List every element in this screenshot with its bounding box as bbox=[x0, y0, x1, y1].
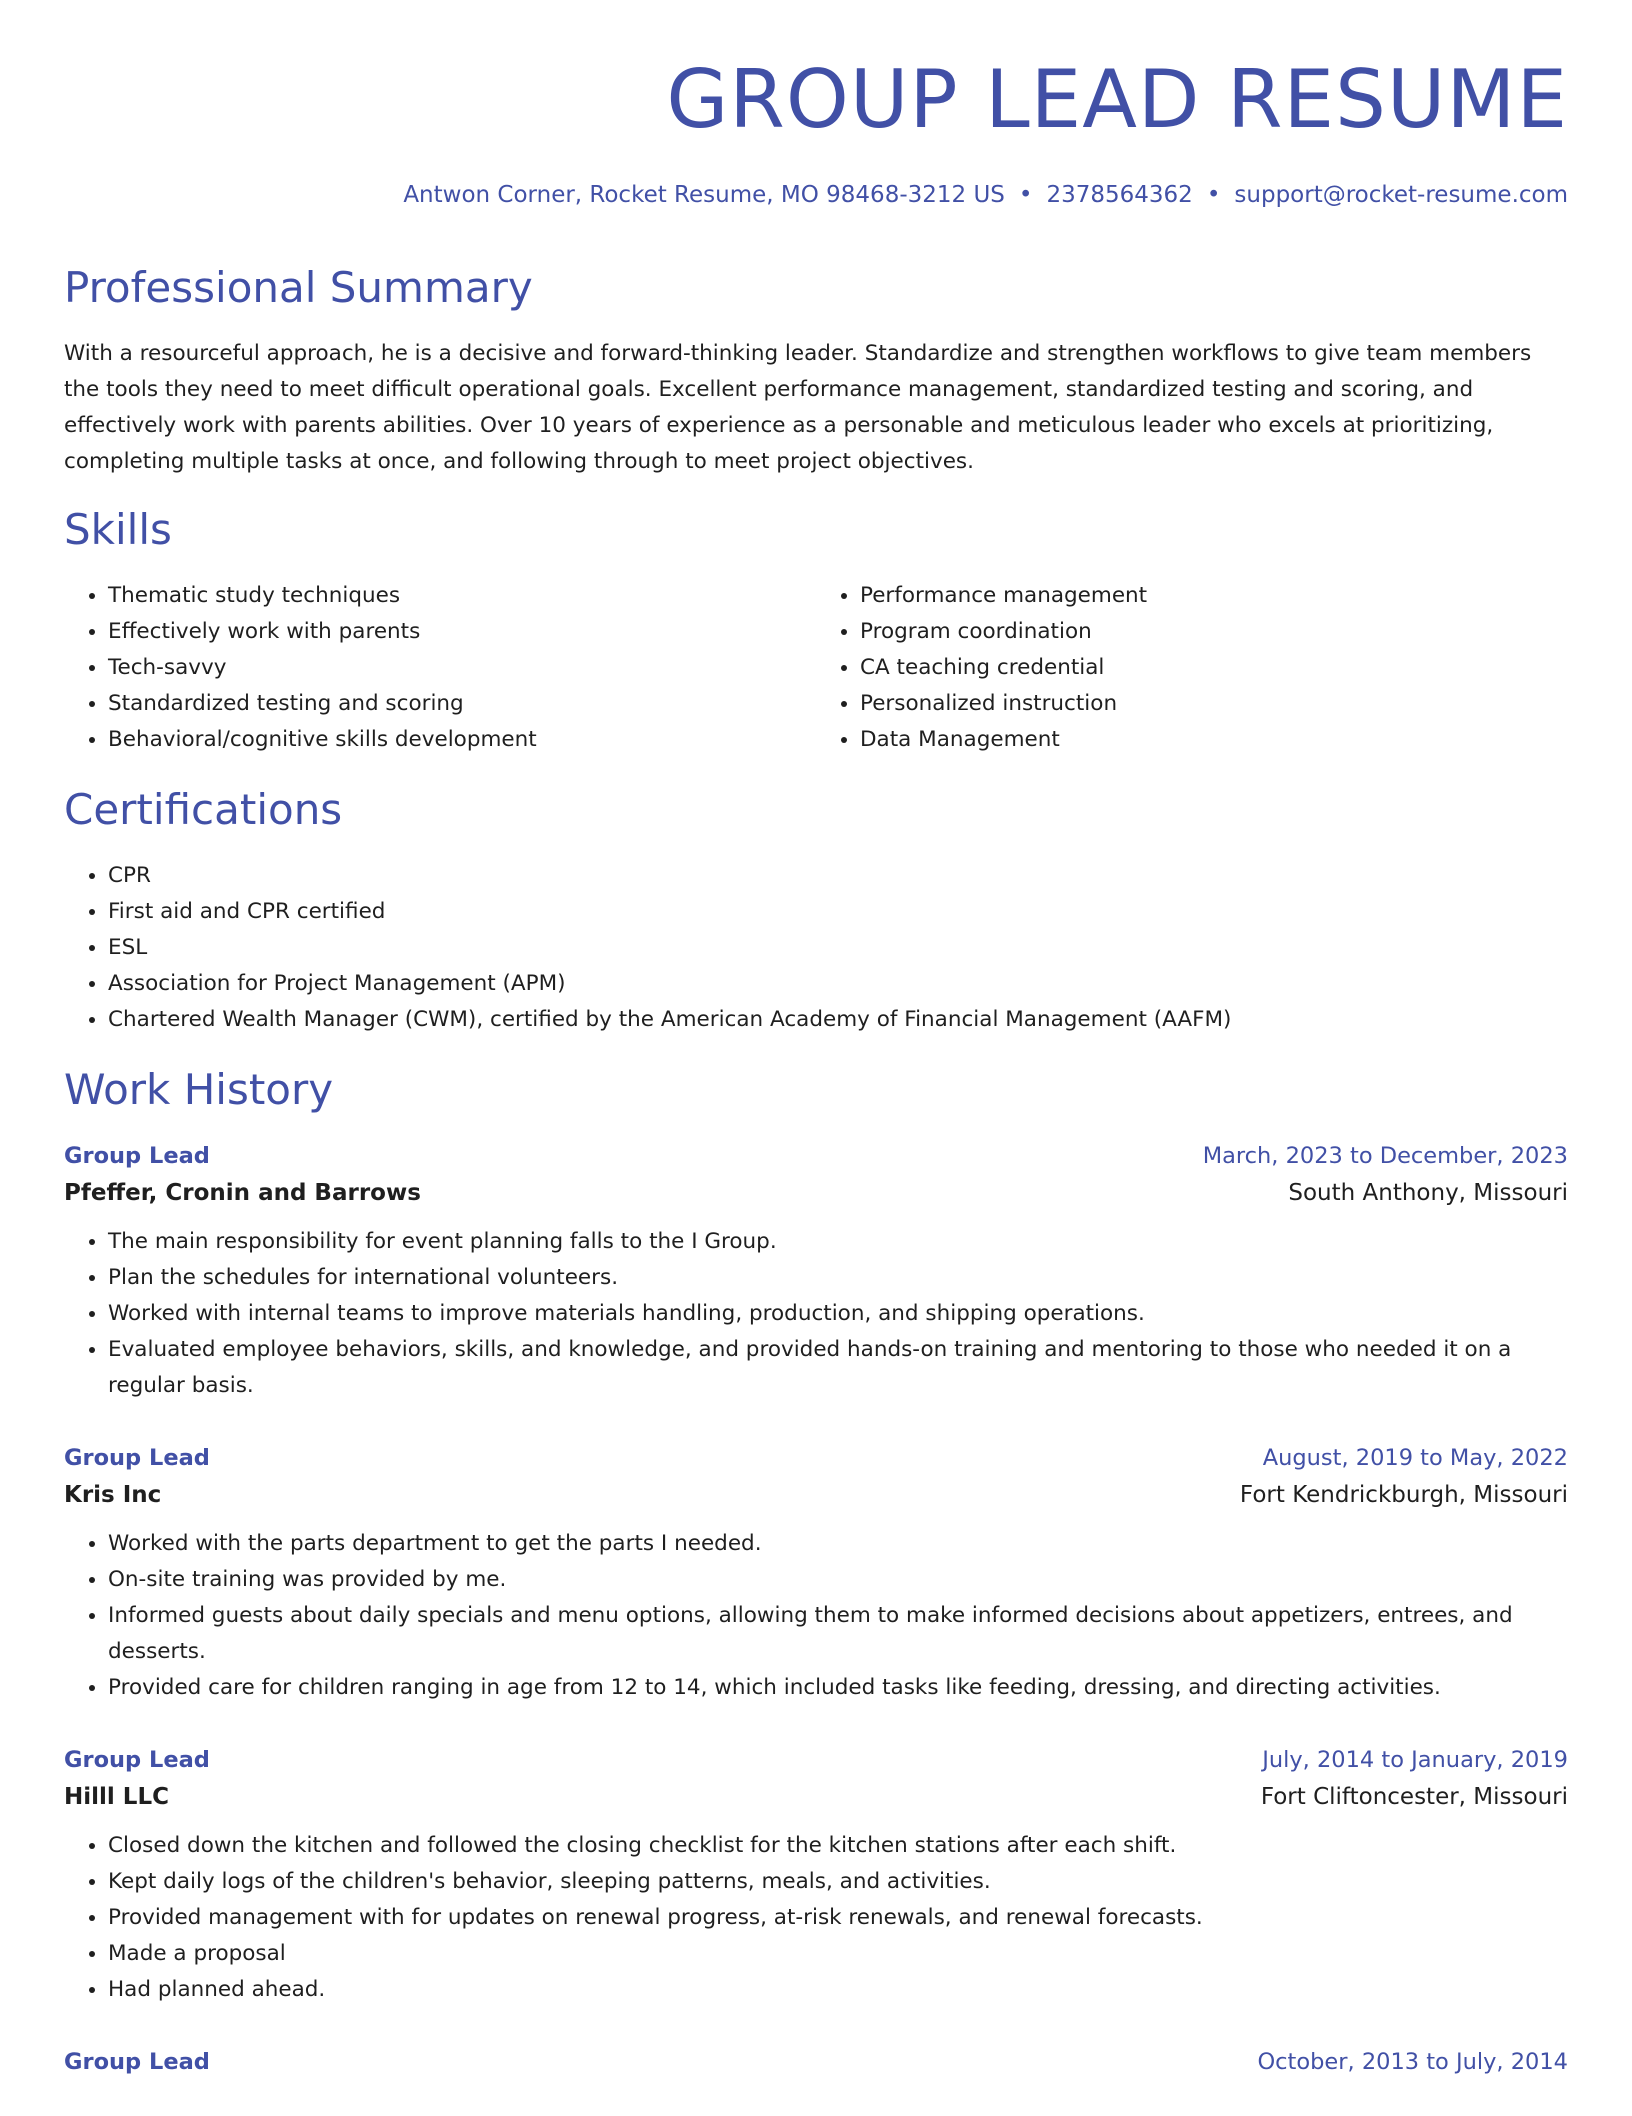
job-title: Group Lead bbox=[64, 1747, 210, 1773]
certifications-list bbox=[64, 858, 1568, 1038]
job-location: South Anthony, Missouri bbox=[1288, 1180, 1568, 1206]
contact-phone: 2378564362 bbox=[1046, 182, 1193, 208]
skill-item: • CA teaching credential bbox=[860, 650, 1568, 686]
certification-item: • First aid and CPR certified bbox=[108, 894, 1568, 930]
job-bullets bbox=[64, 1224, 1568, 1404]
job-entry bbox=[64, 2044, 1568, 2080]
job-title: Group Lead bbox=[64, 1143, 210, 1169]
job-bullets bbox=[64, 1828, 1568, 2008]
job-bullet: • Closed down the kitchen and followed the closing checklist for the kitchen stations after each shift. bbox=[108, 1828, 1568, 1864]
skills-heading: Skills bbox=[64, 505, 172, 554]
summary-text: With a resourceful approach, he is a decisive and forward-thinking leader. Standardize and strengthen workflows to give team members the tools they need to meet difficult operational goals. Excellent performance management, standardized testing and scoring, and effectively work with parents abilities. Over 10 years of experience as a personable and meticulous leader who excels at prioritizing, completing multiple tasks at once, and following through to meet project objectives. bbox=[64, 341, 1532, 474]
skill-item: • Data Management bbox=[860, 722, 1568, 758]
skill-item: • Tech-savvy bbox=[108, 650, 816, 686]
contact-separator: • bbox=[1206, 182, 1221, 208]
job-bullet: • Provided care for children ranging in age from 12 to 14, which included tasks like feeding, dressing, and directing activities. bbox=[108, 1670, 1568, 1706]
skill-item: • Personalized instruction bbox=[860, 686, 1568, 722]
certifications-heading: Certifications bbox=[64, 785, 343, 834]
certification-item: • CPR bbox=[108, 858, 1568, 894]
certification-item: • Chartered Wealth Manager (CWM), certified by the American Academy of Financial Management (AAFM) bbox=[108, 1002, 1568, 1038]
contact-line bbox=[403, 182, 1568, 208]
job-company: Kris Inc bbox=[64, 1482, 162, 1508]
job-bullet: • Made a proposal bbox=[108, 1936, 1568, 1972]
certification-item: • ESL bbox=[108, 930, 1568, 966]
job-bullet: • Worked with the parts department to get the parts I needed. bbox=[108, 1526, 1568, 1562]
job-company-row bbox=[64, 1174, 1568, 1212]
job-entry bbox=[64, 1138, 1568, 1404]
job-dates: August, 2019 to May, 2022 bbox=[1262, 1445, 1568, 1471]
job-header-row bbox=[64, 2044, 1568, 2080]
skill-item: • Behavioral/cognitive skills development bbox=[108, 722, 816, 758]
job-dates: October, 2013 to July, 2014 bbox=[1257, 2049, 1568, 2075]
job-bullet: • Kept daily logs of the children's behavior, sleeping patterns, meals, and activities. bbox=[108, 1864, 1568, 1900]
contact-email: support@rocket-resume.com bbox=[1234, 182, 1568, 208]
job-bullet: • Plan the schedules for international volunteers. bbox=[108, 1260, 1568, 1296]
job-location: Fort Cliftoncester, Missouri bbox=[1260, 1784, 1568, 1810]
skill-item: • Thematic study techniques bbox=[108, 578, 816, 614]
job-header-row bbox=[64, 1440, 1568, 1476]
job-bullet: • On-site training was provided by me. bbox=[108, 1562, 1568, 1598]
job-company: Pfeffer, Cronin and Barrows bbox=[64, 1180, 421, 1206]
contact-separator: • bbox=[1018, 182, 1033, 208]
job-bullet: • Had planned ahead. bbox=[108, 1972, 1568, 2008]
job-company: Hilll LLC bbox=[64, 1784, 169, 1810]
job-dates: March, 2023 to December, 2023 bbox=[1202, 1143, 1568, 1169]
job-bullets bbox=[64, 1526, 1568, 1706]
certification-item: • Association for Project Management (APM) bbox=[108, 966, 1568, 1002]
summary-heading: Professional Summary bbox=[64, 263, 533, 312]
job-company-row bbox=[64, 1476, 1568, 1514]
job-location: Fort Kendrickburgh, Missouri bbox=[1239, 1482, 1568, 1508]
skill-item: • Effectively work with parents bbox=[108, 614, 816, 650]
job-bullet: • Informed guests about daily specials and menu options, allowing them to make informed decisions about appetizers, entrees, and desserts. bbox=[108, 1598, 1568, 1670]
skills-column-left bbox=[64, 578, 816, 758]
skills-list bbox=[64, 578, 1568, 758]
job-header-row bbox=[64, 1742, 1568, 1778]
resume-header bbox=[403, 52, 1568, 208]
job-title: Group Lead bbox=[64, 1445, 210, 1471]
job-entry bbox=[64, 1742, 1568, 2008]
skill-item: • Standardized testing and scoring bbox=[108, 686, 816, 722]
job-bullet: • Provided management with for updates on renewal progress, at-risk renewals, and renewal forecasts. bbox=[108, 1900, 1568, 1936]
skill-item: • Program coordination bbox=[860, 614, 1568, 650]
page-title: GROUP LEAD RESUME bbox=[666, 53, 1568, 146]
job-bullet: • The main responsibility for event planning falls to the I Group. bbox=[108, 1224, 1568, 1260]
contact-address: Antwon Corner, Rocket Resume, MO 98468-3212 US bbox=[403, 182, 1005, 208]
job-company-row bbox=[64, 1778, 1568, 1816]
job-header-row bbox=[64, 1138, 1568, 1174]
skill-item: • Performance management bbox=[860, 578, 1568, 614]
job-entry bbox=[64, 1440, 1568, 1706]
job-title: Group Lead bbox=[64, 2049, 210, 2075]
skills-column-right bbox=[816, 578, 1568, 758]
job-bullet: • Worked with internal teams to improve materials handling, production, and shipping operations. bbox=[108, 1296, 1568, 1332]
resume-content bbox=[64, 262, 1568, 2116]
job-bullet: • Evaluated employee behaviors, skills, and knowledge, and provided hands-on training and mentoring to those who needed it on a regular basis. bbox=[108, 1332, 1568, 1404]
work-history-heading: Work History bbox=[64, 1065, 334, 1114]
job-dates: July, 2014 to January, 2019 bbox=[1262, 1747, 1568, 1773]
